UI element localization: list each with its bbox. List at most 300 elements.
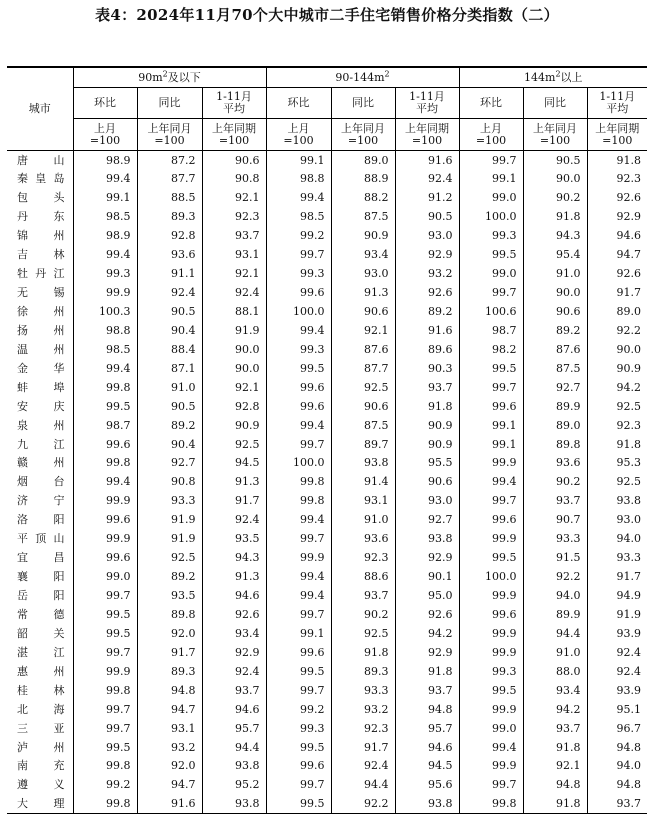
index-value: 99.7	[459, 491, 523, 510]
index-value: 90.9	[587, 359, 647, 378]
index-value: 91.3	[202, 567, 266, 586]
index-value: 91.8	[587, 151, 647, 170]
index-value: 95.6	[395, 775, 459, 794]
index-value: 92.4	[202, 283, 266, 302]
index-value: 99.4	[73, 169, 137, 188]
index-value: 94.6	[202, 586, 266, 605]
index-value: 92.2	[331, 794, 395, 813]
index-value: 94.0	[523, 586, 587, 605]
index-value: 92.9	[587, 207, 647, 226]
index-value: 92.4	[137, 283, 202, 302]
index-value: 99.8	[73, 681, 137, 700]
index-value: 92.1	[202, 378, 266, 397]
index-value: 95.4	[523, 245, 587, 264]
index-value: 99.5	[459, 681, 523, 700]
index-value: 91.4	[331, 472, 395, 491]
index-value: 94.5	[395, 757, 459, 776]
index-value: 91.7	[587, 567, 647, 586]
index-value: 89.9	[523, 605, 587, 624]
index-value: 92.3	[331, 719, 395, 738]
table-row	[7, 416, 647, 435]
index-value: 91.8	[523, 207, 587, 226]
index-value: 88.0	[523, 662, 587, 681]
index-value: 92.5	[587, 472, 647, 491]
table-row	[7, 435, 647, 454]
index-value: 94.6	[587, 226, 647, 245]
index-value: 99.4	[73, 245, 137, 264]
index-value: 90.9	[395, 435, 459, 454]
index-value: 99.1	[73, 188, 137, 207]
index-value: 89.3	[137, 207, 202, 226]
index-value: 88.6	[331, 567, 395, 586]
index-value: 93.0	[331, 264, 395, 283]
index-value: 94.0	[587, 757, 647, 776]
index-value: 92.4	[202, 662, 266, 681]
index-value: 98.5	[73, 340, 137, 359]
index-value: 93.0	[395, 491, 459, 510]
table-row	[7, 245, 647, 264]
index-value: 99.3	[459, 226, 523, 245]
table-row	[7, 719, 647, 738]
city-name: 徐州	[17, 304, 65, 318]
index-value: 98.2	[459, 340, 523, 359]
table-body	[7, 151, 647, 814]
index-value: 93.7	[523, 719, 587, 738]
index-value: 99.5	[266, 662, 331, 681]
index-value: 93.0	[395, 226, 459, 245]
index-value: 99.5	[73, 624, 137, 643]
index-value: 89.0	[587, 302, 647, 321]
index-value: 93.9	[587, 624, 647, 643]
index-value: 91.0	[137, 378, 202, 397]
sub-header-row	[7, 88, 647, 119]
index-value: 99.5	[459, 548, 523, 567]
index-value: 99.4	[459, 738, 523, 757]
index-value: 94.8	[395, 700, 459, 719]
index-value: 98.9	[73, 226, 137, 245]
sub-header-label: 1-11月 平均	[587, 88, 647, 119]
index-value: 99.9	[459, 757, 523, 776]
base-header-label: 上月 =100	[266, 119, 331, 151]
index-value: 93.6	[523, 454, 587, 473]
index-value: 91.5	[523, 548, 587, 567]
index-value: 87.6	[331, 340, 395, 359]
index-value: 91.7	[587, 283, 647, 302]
index-value: 89.2	[523, 321, 587, 340]
index-value: 89.3	[137, 662, 202, 681]
index-value: 90.0	[587, 340, 647, 359]
sub-header-label: 1-11月 平均	[395, 88, 459, 119]
index-value: 99.7	[266, 245, 331, 264]
table-row	[7, 283, 647, 302]
index-value: 99.6	[459, 605, 523, 624]
table-row	[7, 491, 647, 510]
city-name: 温州	[17, 342, 65, 356]
index-value: 99.9	[459, 454, 523, 473]
index-value: 98.7	[73, 416, 137, 435]
index-value: 99.7	[266, 435, 331, 454]
index-value: 99.3	[459, 662, 523, 681]
index-value: 100.0	[266, 302, 331, 321]
index-value: 99.8	[459, 794, 523, 813]
city-name: 南充	[17, 759, 65, 773]
index-value: 91.9	[587, 605, 647, 624]
index-value: 94.7	[587, 245, 647, 264]
table-row	[7, 775, 647, 794]
table-row	[7, 321, 647, 340]
city-name: 牡丹江	[17, 267, 65, 281]
index-value: 99.8	[73, 378, 137, 397]
index-value: 99.5	[73, 738, 137, 757]
index-value: 87.1	[137, 359, 202, 378]
index-value: 92.7	[395, 510, 459, 529]
index-value: 92.1	[523, 757, 587, 776]
sub-header-label: 同比	[331, 88, 395, 119]
index-value: 99.6	[73, 435, 137, 454]
base-header-label: 上年同月 =100	[331, 119, 395, 151]
index-value: 99.0	[459, 188, 523, 207]
index-value: 99.9	[73, 529, 137, 548]
index-value: 91.1	[137, 264, 202, 283]
index-value: 92.6	[395, 605, 459, 624]
index-value: 99.4	[266, 567, 331, 586]
index-value: 93.3	[137, 491, 202, 510]
table-row	[7, 226, 647, 245]
index-value: 91.3	[331, 283, 395, 302]
index-value: 99.5	[459, 245, 523, 264]
index-value: 92.4	[331, 757, 395, 776]
index-value: 99.6	[73, 548, 137, 567]
index-value: 99.8	[73, 794, 137, 813]
city-name: 丹东	[17, 210, 65, 224]
index-value: 94.9	[587, 586, 647, 605]
sub-header-label: 环比	[266, 88, 331, 119]
index-value: 89.2	[137, 567, 202, 586]
table-row	[7, 188, 647, 207]
index-value: 99.6	[266, 757, 331, 776]
index-value: 99.2	[266, 700, 331, 719]
index-value: 90.3	[395, 359, 459, 378]
index-value: 90.7	[523, 510, 587, 529]
index-value: 90.9	[395, 416, 459, 435]
index-value: 99.9	[73, 283, 137, 302]
city-name: 三亚	[17, 721, 65, 735]
index-value: 87.2	[137, 151, 202, 170]
index-value: 92.0	[137, 757, 202, 776]
index-value: 99.4	[266, 586, 331, 605]
index-value: 92.3	[587, 169, 647, 188]
index-value: 92.6	[395, 283, 459, 302]
index-value: 91.6	[137, 794, 202, 813]
index-value: 99.7	[459, 378, 523, 397]
index-value: 99.7	[266, 681, 331, 700]
index-value: 92.6	[587, 264, 647, 283]
index-value: 90.5	[137, 302, 202, 321]
index-value: 93.1	[331, 491, 395, 510]
city-name: 烟台	[17, 475, 65, 489]
group-header-large: $144m^2$以上	[459, 67, 647, 88]
index-value: 90.9	[331, 226, 395, 245]
table-row	[7, 794, 647, 813]
index-value: 88.1	[202, 302, 266, 321]
group-header-medium: $90-144m^2$	[266, 67, 459, 88]
index-value: 93.2	[395, 264, 459, 283]
index-value: 93.8	[202, 794, 266, 813]
index-value: 93.7	[587, 794, 647, 813]
index-value: 99.4	[73, 359, 137, 378]
city-name: 宜昌	[17, 551, 65, 565]
index-value: 93.1	[202, 245, 266, 264]
city-name: 襄阳	[17, 570, 65, 584]
city-column-header: 城市	[7, 67, 73, 151]
index-value: 98.9	[73, 151, 137, 170]
index-value: 99.4	[73, 472, 137, 491]
city-name: 泉州	[17, 418, 65, 432]
index-value: 99.3	[73, 264, 137, 283]
table-row	[7, 510, 647, 529]
index-value: 99.5	[266, 794, 331, 813]
index-value: 91.8	[331, 643, 395, 662]
index-value: 90.1	[395, 567, 459, 586]
index-value: 88.5	[137, 188, 202, 207]
index-value: 93.0	[587, 510, 647, 529]
index-value: 99.7	[73, 719, 137, 738]
index-value: 90.8	[202, 169, 266, 188]
index-value: 93.7	[202, 681, 266, 700]
index-value: 93.3	[331, 681, 395, 700]
index-value: 94.8	[523, 775, 587, 794]
index-value: 98.8	[73, 321, 137, 340]
index-value: 99.8	[266, 472, 331, 491]
index-value: 98.7	[459, 321, 523, 340]
index-value: 87.5	[331, 207, 395, 226]
index-value: 99.9	[73, 662, 137, 681]
index-value: 93.8	[395, 794, 459, 813]
index-value: 94.8	[587, 775, 647, 794]
table-row	[7, 624, 647, 643]
index-value: 99.7	[73, 700, 137, 719]
index-value: 88.4	[137, 340, 202, 359]
index-value: 92.5	[137, 548, 202, 567]
index-value: 92.9	[202, 643, 266, 662]
index-value: 91.2	[395, 188, 459, 207]
index-value: 94.3	[202, 548, 266, 567]
table-row	[7, 529, 647, 548]
index-value: 99.7	[459, 775, 523, 794]
city-name: 吉林	[17, 248, 65, 262]
index-value: 90.8	[137, 472, 202, 491]
index-value: 99.4	[266, 416, 331, 435]
index-value: 91.8	[587, 435, 647, 454]
index-value: 94.4	[523, 624, 587, 643]
index-value: 99.8	[73, 454, 137, 473]
table-row	[7, 643, 647, 662]
index-value: 89.8	[523, 435, 587, 454]
index-value: 98.8	[266, 169, 331, 188]
index-value: 99.8	[266, 491, 331, 510]
base-header-label: 上年同期 =100	[202, 119, 266, 151]
index-value: 89.6	[395, 340, 459, 359]
index-value: 99.3	[266, 719, 331, 738]
index-value: 95.7	[395, 719, 459, 738]
index-value: 98.5	[266, 207, 331, 226]
index-value: 92.6	[202, 605, 266, 624]
index-value: 99.0	[73, 567, 137, 586]
index-value: 93.9	[587, 681, 647, 700]
index-value: 94.6	[202, 700, 266, 719]
index-value: 90.6	[331, 397, 395, 416]
city-name: 惠州	[17, 664, 65, 678]
index-value: 88.9	[331, 169, 395, 188]
index-value: 90.9	[202, 416, 266, 435]
city-name: 遵义	[17, 778, 65, 792]
index-value: 87.7	[331, 359, 395, 378]
index-value: 90.6	[523, 302, 587, 321]
sub-header-label: 同比	[523, 88, 587, 119]
index-value: 92.1	[202, 188, 266, 207]
index-value: 92.5	[331, 624, 395, 643]
table-row	[7, 548, 647, 567]
index-value: 95.2	[202, 775, 266, 794]
index-value: 94.2	[395, 624, 459, 643]
index-value: 100.6	[459, 302, 523, 321]
city-name: 蚌埠	[17, 380, 65, 394]
index-value: 94.4	[331, 775, 395, 794]
sub-header-label: 环比	[459, 88, 523, 119]
index-value: 92.3	[587, 416, 647, 435]
index-value: 92.9	[395, 245, 459, 264]
city-name: 包头	[17, 191, 65, 205]
city-name: 济宁	[17, 494, 65, 508]
index-value: 92.1	[331, 321, 395, 340]
index-value: 99.3	[266, 340, 331, 359]
index-value: 94.8	[587, 738, 647, 757]
index-value: 90.0	[523, 169, 587, 188]
index-value: 99.9	[459, 529, 523, 548]
index-value: 89.0	[523, 416, 587, 435]
index-value: 95.3	[587, 454, 647, 473]
index-value: 87.7	[137, 169, 202, 188]
index-value: 91.6	[395, 151, 459, 170]
index-value: 93.5	[137, 586, 202, 605]
index-value: 99.6	[266, 378, 331, 397]
index-value: 89.0	[331, 151, 395, 170]
index-value: 89.7	[331, 435, 395, 454]
table-header	[7, 67, 647, 151]
index-value: 99.7	[266, 605, 331, 624]
city-name: 平顶山	[17, 532, 65, 546]
index-value: 93.7	[331, 586, 395, 605]
base-header-label: 上年同期 =100	[395, 119, 459, 151]
table-row	[7, 662, 647, 681]
table-row	[7, 302, 647, 321]
index-value: 99.2	[73, 775, 137, 794]
index-value: 94.8	[137, 681, 202, 700]
index-value: 99.5	[459, 359, 523, 378]
index-value: 99.1	[459, 435, 523, 454]
city-name: 金华	[17, 361, 65, 375]
table-row	[7, 605, 647, 624]
city-name: 常德	[17, 607, 65, 621]
index-value: 91.6	[395, 321, 459, 340]
table-row	[7, 586, 647, 605]
index-value: 89.9	[523, 397, 587, 416]
index-value: 99.5	[266, 359, 331, 378]
index-value: 99.9	[459, 624, 523, 643]
city-name: 安庆	[17, 399, 65, 413]
index-value: 91.0	[523, 643, 587, 662]
index-value: 99.9	[73, 491, 137, 510]
index-value: 99.6	[459, 397, 523, 416]
city-name: 秦皇岛	[17, 172, 65, 186]
index-value: 92.2	[587, 321, 647, 340]
base-header-label: 上月 =100	[459, 119, 523, 151]
index-value: 92.3	[202, 207, 266, 226]
index-value: 92.7	[523, 378, 587, 397]
index-value: 94.4	[202, 738, 266, 757]
index-value: 92.5	[331, 378, 395, 397]
index-value: 99.7	[266, 529, 331, 548]
index-value: 90.0	[202, 359, 266, 378]
index-value: 89.3	[331, 662, 395, 681]
index-value: 95.5	[395, 454, 459, 473]
index-value: 93.2	[137, 738, 202, 757]
index-value: 99.6	[266, 397, 331, 416]
index-value: 93.6	[331, 529, 395, 548]
index-value: 93.7	[202, 226, 266, 245]
table-row	[7, 472, 647, 491]
index-value: 90.5	[395, 207, 459, 226]
index-value: 91.8	[523, 794, 587, 813]
index-value: 99.4	[266, 510, 331, 529]
index-value: 99.7	[266, 775, 331, 794]
index-value: 91.0	[331, 510, 395, 529]
index-value: 90.4	[137, 435, 202, 454]
table-row	[7, 757, 647, 776]
base-header-label: 上年同期 =100	[587, 119, 647, 151]
index-value: 99.0	[459, 719, 523, 738]
city-name: 赣州	[17, 456, 65, 470]
index-value: 93.6	[137, 245, 202, 264]
table-row	[7, 151, 647, 170]
index-value: 91.8	[523, 738, 587, 757]
index-value: 99.6	[459, 510, 523, 529]
table-row	[7, 207, 647, 226]
index-value: 99.7	[73, 643, 137, 662]
index-value: 96.7	[587, 719, 647, 738]
index-value: 92.5	[202, 435, 266, 454]
table-row	[7, 264, 647, 283]
index-value: 99.9	[459, 643, 523, 662]
table-row	[7, 454, 647, 473]
index-value: 94.3	[523, 226, 587, 245]
index-value: 94.7	[137, 775, 202, 794]
group-header-small: $90m^2$及以下	[73, 67, 266, 88]
index-value: 90.2	[523, 188, 587, 207]
index-value: 99.9	[266, 548, 331, 567]
city-name: 九江	[17, 437, 65, 451]
table-row	[7, 700, 647, 719]
index-value: 99.7	[459, 151, 523, 170]
index-value: 90.2	[331, 605, 395, 624]
city-name: 大理	[7, 794, 73, 813]
index-value: 99.7	[73, 586, 137, 605]
index-value: 92.6	[587, 188, 647, 207]
index-value: 93.7	[523, 491, 587, 510]
city-name: 桂林	[17, 683, 65, 697]
city-name: 韶关	[17, 626, 65, 640]
index-value: 99.9	[459, 586, 523, 605]
